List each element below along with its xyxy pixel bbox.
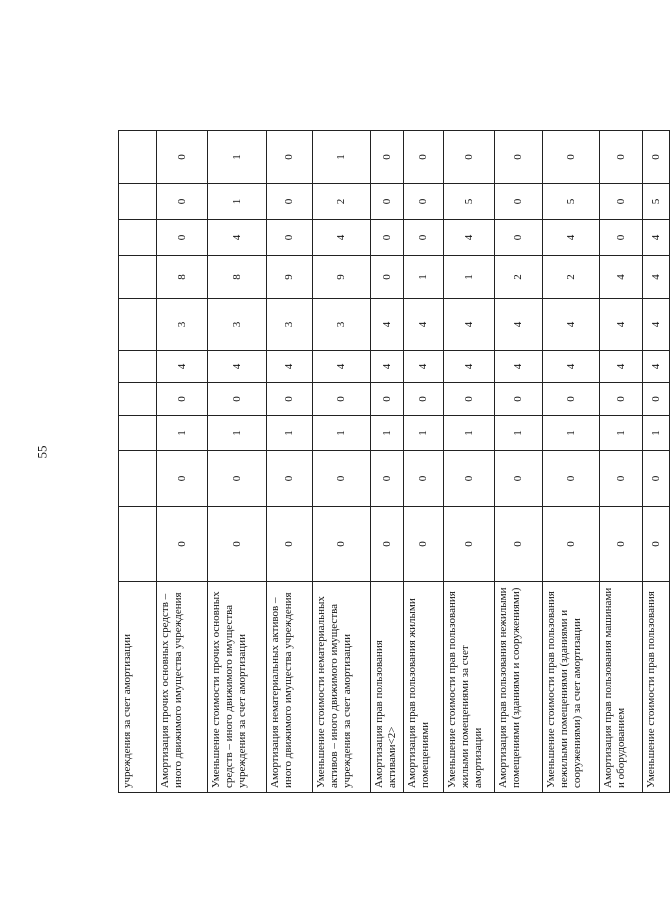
code-cell: 1	[157, 416, 208, 451]
row-label: Уменьшение стоимости нематериальных активов – иного движимого имущества учреждения за счет амортизации	[313, 582, 371, 793]
code-cell	[119, 299, 157, 351]
code-cell: 4	[404, 299, 444, 351]
code-cell: 4	[543, 299, 600, 351]
code-cell: 1	[600, 416, 643, 451]
code-cell: 8	[157, 256, 208, 299]
code-cell: 0	[267, 220, 313, 256]
row-label: учреждения за счет амортизации	[119, 582, 157, 793]
code-cell: 4	[208, 351, 267, 383]
code-cell: 4	[444, 351, 495, 383]
code-cell: 9	[267, 256, 313, 299]
code-cell: 0	[371, 383, 404, 416]
code-cell: 4	[208, 220, 267, 256]
row-label: Амортизация нематериальных активов – иного движимого имущества учреждения	[267, 582, 313, 793]
code-cell	[119, 256, 157, 299]
row-label: Амортизация прав пользования активами<2>	[371, 582, 404, 793]
table-row	[495, 131, 543, 793]
code-cell: 1	[495, 416, 543, 451]
code-cell: 1	[404, 256, 444, 299]
code-cell: 1	[208, 184, 267, 220]
code-cell: 0	[208, 507, 267, 582]
code-cell: 3	[313, 299, 371, 351]
code-cell: 0	[371, 184, 404, 220]
table-row	[119, 131, 157, 793]
code-cell: 0	[404, 383, 444, 416]
code-cell: 0	[313, 451, 371, 507]
code-cell: 4	[444, 220, 495, 256]
table-row	[444, 131, 495, 793]
code-cell: 0	[600, 451, 643, 507]
code-cell: 0	[444, 451, 495, 507]
code-cell: 1	[208, 131, 267, 184]
code-cell: 0	[157, 451, 208, 507]
table-row	[404, 131, 444, 793]
code-cell: 1	[371, 416, 404, 451]
row-label: Уменьшение стоимости прав пользования жилыми помещениями за счет амортизации	[444, 582, 495, 793]
code-cell: 4	[157, 351, 208, 383]
table-row	[267, 131, 313, 793]
code-cell: 0	[600, 383, 643, 416]
code-cell: 3	[157, 299, 208, 351]
code-cell: 0	[267, 131, 313, 184]
page-number: 55	[34, 445, 49, 459]
code-cell: 4	[600, 351, 643, 383]
code-cell: 0	[543, 383, 600, 416]
code-cell: 4	[600, 299, 643, 351]
row-label: Уменьшение стоимости прав пользования	[643, 582, 670, 793]
code-cell: 0	[600, 507, 643, 582]
code-cell: 0	[157, 131, 208, 184]
row-label: Амортизация прав пользования нежилыми помещениями (зданиями и сооружениями)	[495, 582, 543, 793]
code-cell: 4	[371, 299, 404, 351]
code-cell: 4	[495, 351, 543, 383]
code-cell: 1	[444, 416, 495, 451]
code-cell: 4	[371, 351, 404, 383]
code-cell: 0	[371, 220, 404, 256]
code-cell: 0	[208, 383, 267, 416]
code-cell: 0	[495, 184, 543, 220]
code-cell: 1	[313, 416, 371, 451]
code-cell	[119, 220, 157, 256]
code-cell: 0	[444, 507, 495, 582]
code-cell: 1	[313, 131, 371, 184]
code-cell: 4	[313, 220, 371, 256]
code-cell: 5	[643, 184, 670, 220]
code-cell: 0	[495, 220, 543, 256]
code-cell: 0	[404, 220, 444, 256]
table-row	[643, 131, 670, 793]
code-cell: 0	[267, 383, 313, 416]
code-cell: 0	[371, 256, 404, 299]
code-cell: 4	[444, 299, 495, 351]
code-cell: 0	[543, 451, 600, 507]
code-cell	[119, 416, 157, 451]
code-cell: 0	[495, 507, 543, 582]
code-cell: 4	[643, 299, 670, 351]
table-body	[119, 131, 670, 793]
code-cell: 4	[543, 220, 600, 256]
code-cell: 0	[313, 507, 371, 582]
row-label: Уменьшение стоимости прочих основных средств – иного движимого имущества учреждения за счет амортизации	[208, 582, 267, 793]
code-cell: 1	[643, 416, 670, 451]
code-cell: 1	[404, 416, 444, 451]
code-cell: 0	[543, 507, 600, 582]
table-row	[313, 131, 371, 793]
code-cell: 1	[267, 416, 313, 451]
accounts-table-container	[118, 131, 662, 793]
code-cell: 0	[643, 131, 670, 184]
code-cell: 0	[404, 184, 444, 220]
code-cell	[119, 351, 157, 383]
code-cell: 4	[543, 351, 600, 383]
code-cell: 4	[313, 351, 371, 383]
code-cell: 2	[313, 184, 371, 220]
code-cell	[119, 131, 157, 184]
code-cell: 4	[404, 351, 444, 383]
code-cell	[119, 383, 157, 416]
code-cell: 4	[495, 299, 543, 351]
code-cell: 0	[313, 383, 371, 416]
code-cell: 0	[157, 507, 208, 582]
row-label: Амортизация прав пользования машинами и оборудованием	[600, 582, 643, 793]
row-label: Амортизация прав пользования жилыми помещениями	[404, 582, 444, 793]
code-cell: 1	[444, 256, 495, 299]
code-cell: 8	[208, 256, 267, 299]
code-cell: 4	[600, 256, 643, 299]
code-cell: 0	[208, 451, 267, 507]
code-cell: 0	[157, 383, 208, 416]
code-cell: 0	[600, 184, 643, 220]
code-cell: 5	[543, 184, 600, 220]
code-cell: 1	[543, 416, 600, 451]
code-cell: 5	[444, 184, 495, 220]
table-row	[543, 131, 600, 793]
code-cell: 4	[643, 220, 670, 256]
code-cell: 0	[267, 507, 313, 582]
code-cell: 0	[543, 131, 600, 184]
code-cell	[119, 507, 157, 582]
code-cell: 0	[600, 131, 643, 184]
code-cell: 0	[643, 383, 670, 416]
code-cell: 0	[495, 131, 543, 184]
code-cell: 0	[404, 131, 444, 184]
table-row	[600, 131, 643, 793]
code-cell: 0	[267, 451, 313, 507]
table-row	[157, 131, 208, 793]
table-row	[208, 131, 267, 793]
row-label: Уменьшение стоимости прав пользования нежилыми помещениями (зданиями и сооружениями) за счет амортизации	[543, 582, 600, 793]
code-cell: 0	[643, 507, 670, 582]
code-cell: 0	[600, 220, 643, 256]
code-cell: 4	[267, 351, 313, 383]
code-cell: 4	[643, 256, 670, 299]
code-cell: 4	[643, 351, 670, 383]
row-label: Амортизация прочих основных средств – иного движимого имущества учреждения	[157, 582, 208, 793]
code-cell: 0	[444, 131, 495, 184]
code-cell: 0	[643, 451, 670, 507]
code-cell: 0	[267, 184, 313, 220]
table-row	[371, 131, 404, 793]
code-cell	[119, 184, 157, 220]
accounts-table	[118, 130, 670, 793]
code-cell: 9	[313, 256, 371, 299]
code-cell: 1	[208, 416, 267, 451]
code-cell: 0	[495, 383, 543, 416]
code-cell: 2	[495, 256, 543, 299]
code-cell: 0	[371, 507, 404, 582]
code-cell: 3	[267, 299, 313, 351]
code-cell: 0	[157, 220, 208, 256]
code-cell: 0	[371, 131, 404, 184]
code-cell: 3	[208, 299, 267, 351]
code-cell: 2	[543, 256, 600, 299]
code-cell: 0	[444, 383, 495, 416]
code-cell: 0	[495, 451, 543, 507]
code-cell: 0	[404, 507, 444, 582]
code-cell	[119, 451, 157, 507]
code-cell: 0	[371, 451, 404, 507]
code-cell: 0	[157, 184, 208, 220]
code-cell: 0	[404, 451, 444, 507]
